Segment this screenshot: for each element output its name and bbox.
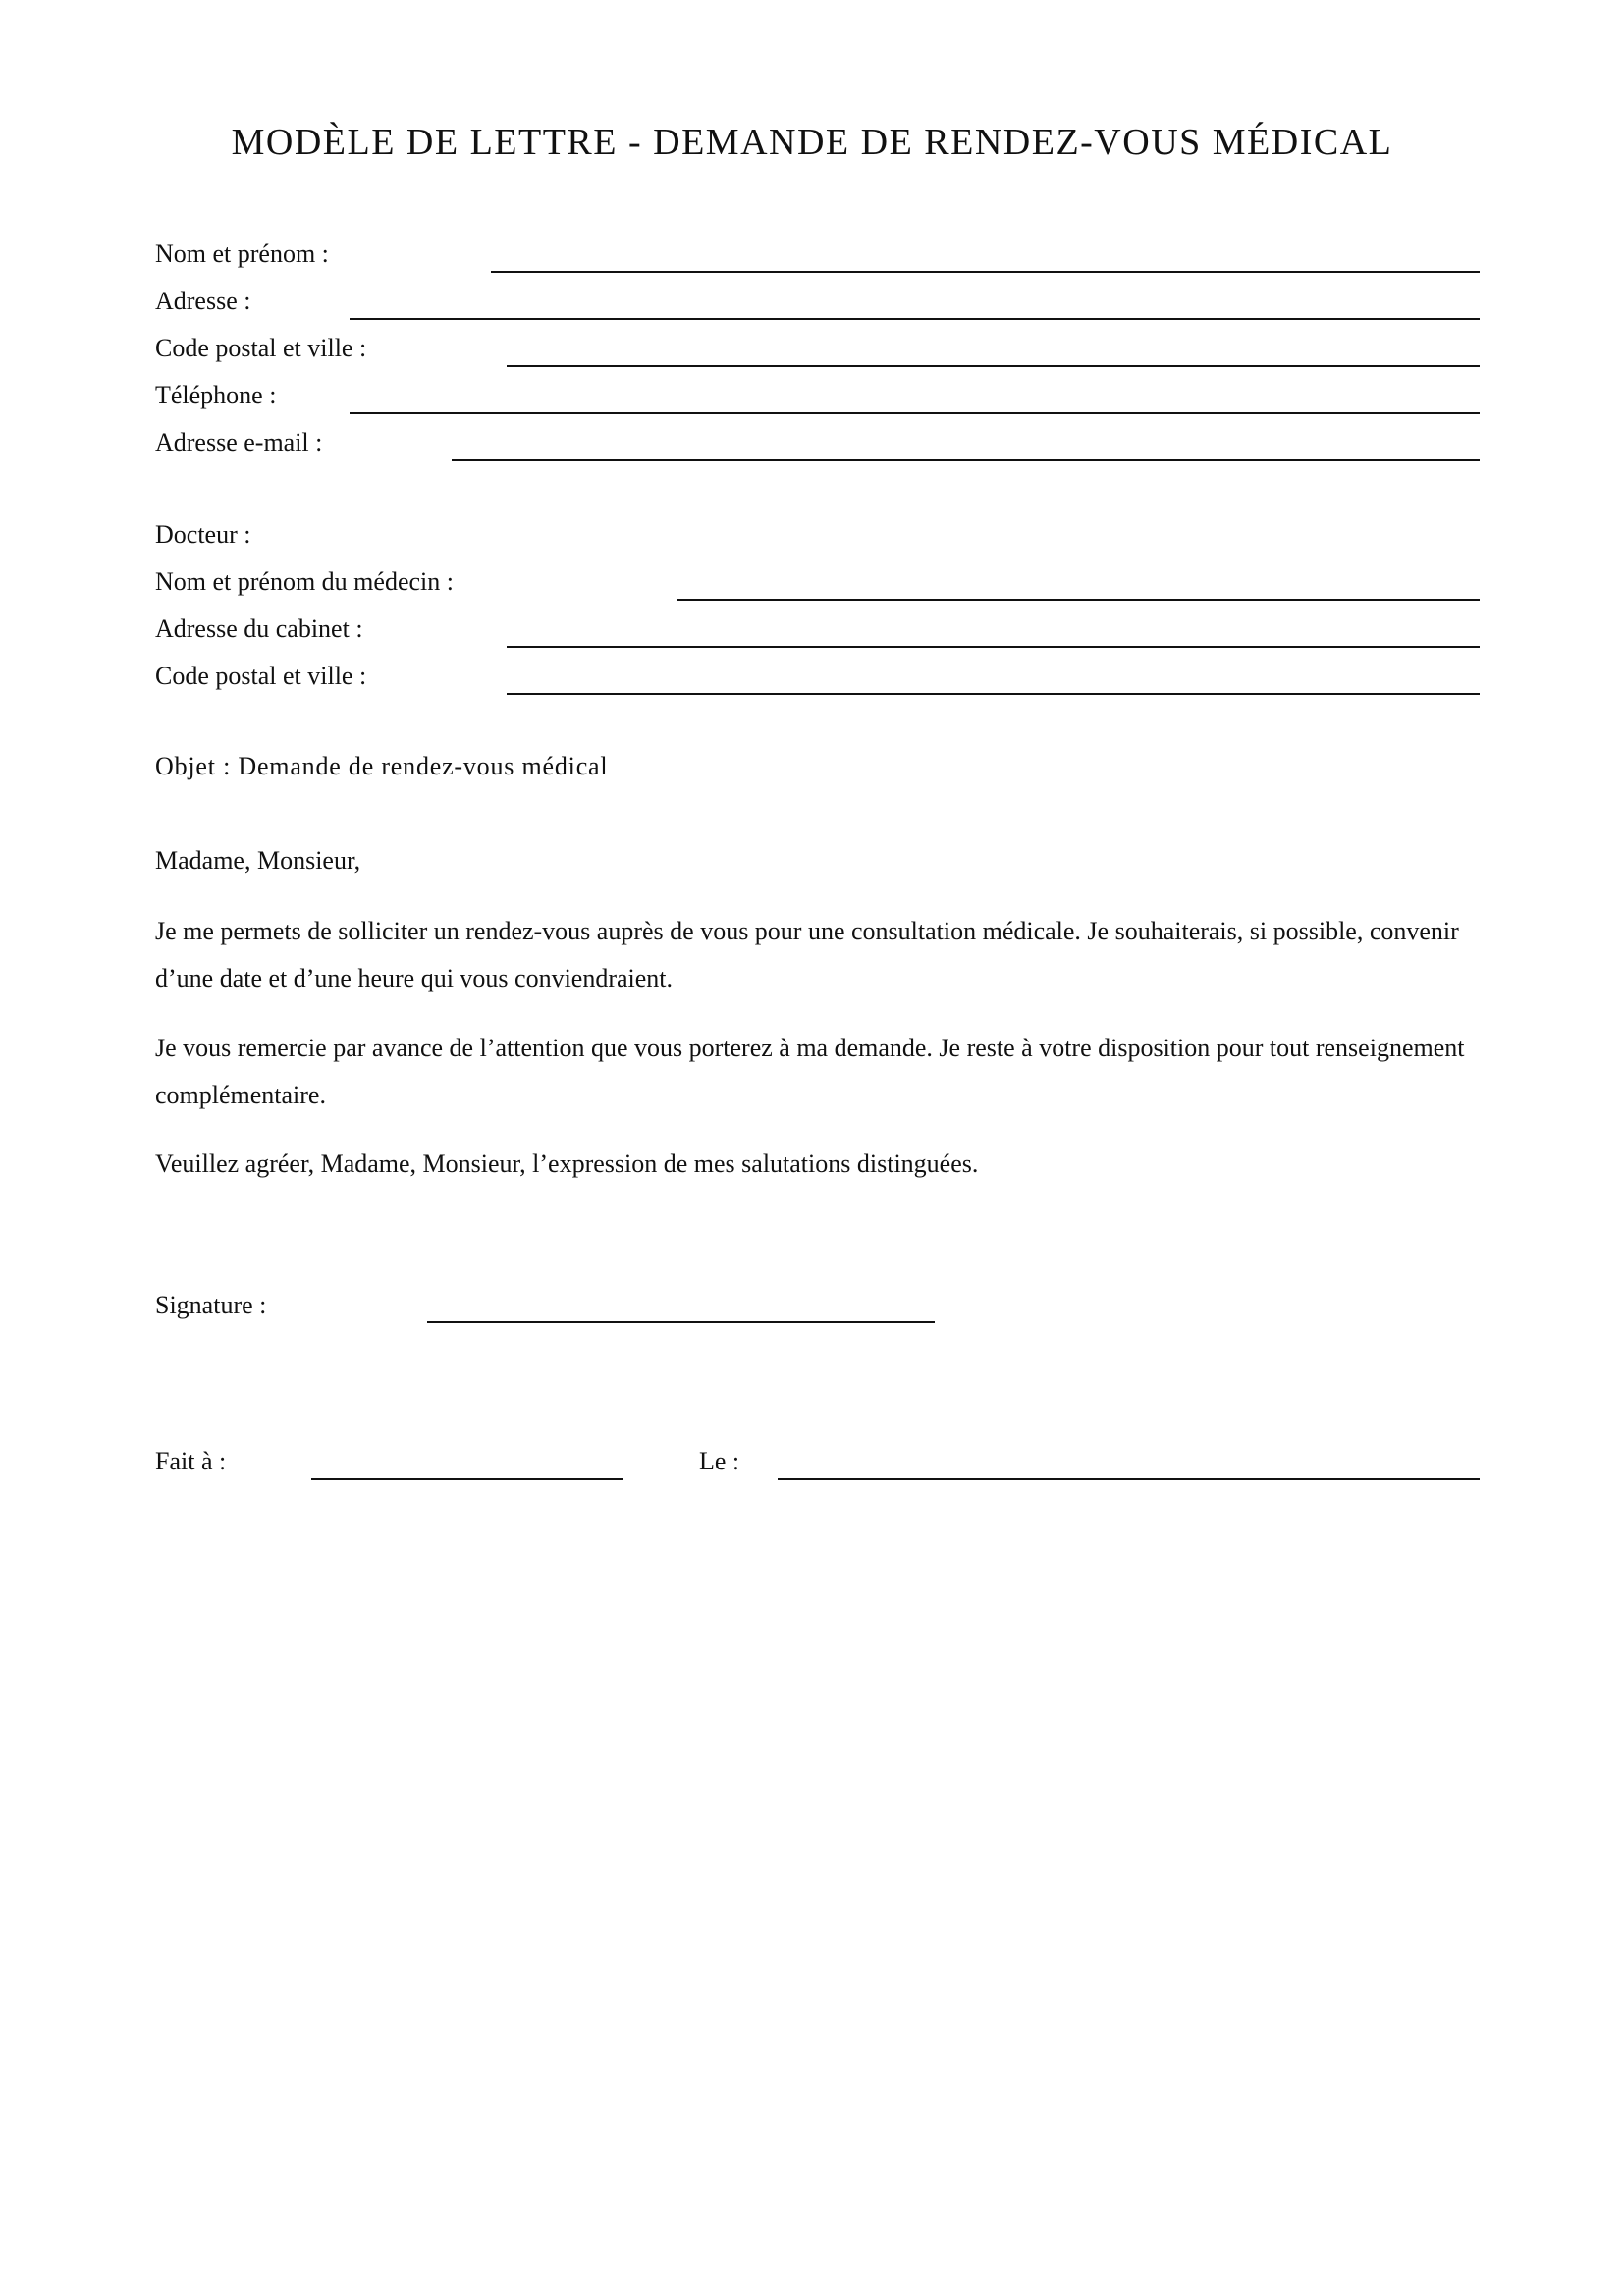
- label-le: Le :: [699, 1447, 740, 1475]
- paragraph-3: Veuillez agréer, Madame, Monsieur, l’expression de mes salutations distinguées.: [155, 1149, 979, 1178]
- label-telephone: Téléphone :: [155, 381, 277, 409]
- label-signature: Signature :: [155, 1291, 267, 1319]
- code-postal-ville-field[interactable]: [507, 340, 1480, 367]
- medecin-code-postal-ville-field[interactable]: [507, 667, 1480, 695]
- label-code-postal-ville: Code postal et ville :: [155, 334, 367, 362]
- label-nom-medecin: Nom et prénom du médecin :: [155, 567, 454, 596]
- label-docteur: Docteur :: [155, 520, 251, 549]
- label-email: Adresse e-mail :: [155, 428, 323, 456]
- email-field[interactable]: [452, 434, 1480, 461]
- label-adresse-cabinet: Adresse du cabinet :: [155, 614, 363, 643]
- telephone-field[interactable]: [350, 387, 1480, 414]
- salutation: Madame, Monsieur,: [155, 846, 361, 875]
- paragraph-2: Je vous remercie par avance de l’attention que vous porterez à ma demande. Je reste à votre disposition pour tout renseignement complémentaire.: [155, 1034, 1465, 1109]
- adresse-cabinet-field[interactable]: [507, 620, 1480, 648]
- adresse-field[interactable]: [350, 293, 1480, 320]
- objet-line: Objet : Demande de rendez-vous médical: [155, 752, 609, 780]
- signature-field[interactable]: [427, 1296, 935, 1323]
- label-nom-prenom: Nom et prénom :: [155, 240, 329, 268]
- page-title: MODÈLE DE LETTRE - DEMANDE DE RENDEZ-VOUS MÉDICAL: [231, 122, 1393, 163]
- label-medecin-code-postal-ville: Code postal et ville :: [155, 662, 367, 690]
- paragraph-1: Je me permets de solliciter un rendez-vous auprès de vous pour une consultation médicale. Je souhaiterais, si possible, convenir d’une date et d’une heure qui vous conviendraient.: [155, 917, 1459, 992]
- label-fait-a: Fait à :: [155, 1447, 227, 1475]
- nom-medecin-field[interactable]: [677, 573, 1480, 601]
- date-field[interactable]: [778, 1453, 1480, 1480]
- label-adresse: Adresse :: [155, 287, 251, 315]
- fait-a-field[interactable]: [311, 1453, 623, 1480]
- nom-prenom-field[interactable]: [491, 245, 1480, 273]
